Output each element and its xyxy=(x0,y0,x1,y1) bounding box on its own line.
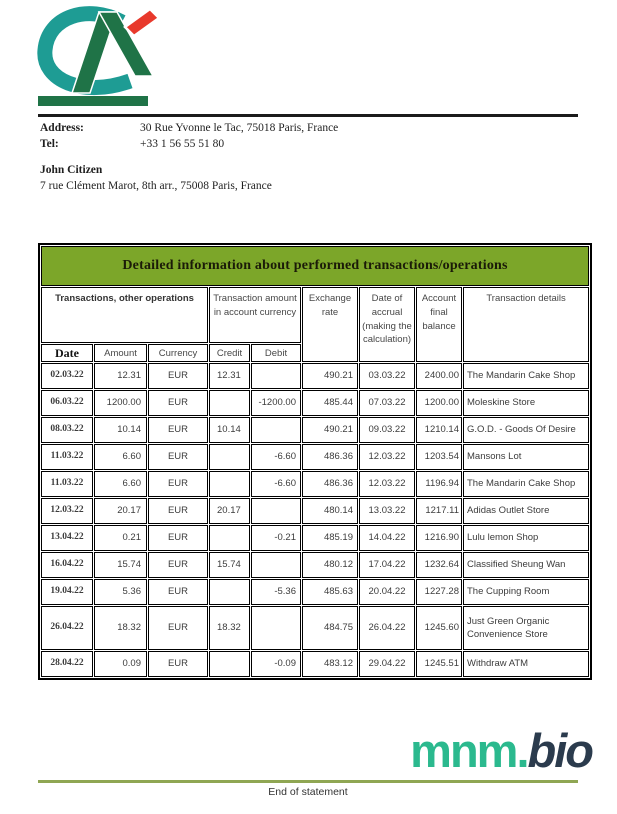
table-row xyxy=(41,471,589,497)
cell-exchange-rate: 490.21 xyxy=(302,417,358,443)
header-transaction-details: Transaction details xyxy=(463,287,589,362)
credit-agricole-logo xyxy=(36,6,161,111)
cell-accrual-date: 13.03.22 xyxy=(359,498,415,524)
cell-date: 06.03.22 xyxy=(41,390,93,416)
table-row xyxy=(41,444,589,470)
cell-debit xyxy=(251,552,301,578)
table-title: Detailed information about performed transactions/operations xyxy=(41,246,589,286)
cell-accrual-date: 17.04.22 xyxy=(359,552,415,578)
cell-debit: -0.09 xyxy=(251,651,301,677)
header-amount: Amount xyxy=(94,344,147,362)
cell-balance: 1227.28 xyxy=(416,579,462,605)
cell-currency: EUR xyxy=(148,525,208,551)
brand-secondary-text: bio xyxy=(527,724,592,777)
cell-credit xyxy=(209,390,250,416)
cell-balance: 1245.51 xyxy=(416,651,462,677)
cell-balance: 1203.54 xyxy=(416,444,462,470)
cell-debit: -5.36 xyxy=(251,579,301,605)
cell-exchange-rate: 485.63 xyxy=(302,579,358,605)
table-title-row xyxy=(41,246,589,286)
cell-details: The Mandarin Cake Shop xyxy=(463,363,589,389)
cell-details: Adidas Outlet Store xyxy=(463,498,589,524)
cell-balance: 1232.64 xyxy=(416,552,462,578)
cell-balance: 1196.94 xyxy=(416,471,462,497)
address-label: Address: xyxy=(40,122,84,134)
cell-amount: 10.14 xyxy=(94,417,147,443)
cell-exchange-rate: 485.19 xyxy=(302,525,358,551)
cell-accrual-date: 20.04.22 xyxy=(359,579,415,605)
cell-date: 28.04.22 xyxy=(41,651,93,677)
cell-date: 26.04.22 xyxy=(41,606,93,650)
cell-accrual-date: 12.03.22 xyxy=(359,471,415,497)
cell-credit xyxy=(209,579,250,605)
header-debit: Debit xyxy=(251,344,301,362)
cell-balance: 1200.00 xyxy=(416,390,462,416)
header-date-of-accrual: Date of accrual (making the calculation) xyxy=(359,287,415,362)
cell-details: The Cupping Room xyxy=(463,579,589,605)
cell-amount: 12.31 xyxy=(94,363,147,389)
header-amount-group: Transaction amount in account currency xyxy=(209,287,301,343)
cell-amount: 5.36 xyxy=(94,579,147,605)
cell-currency: EUR xyxy=(148,471,208,497)
cell-accrual-date: 12.03.22 xyxy=(359,444,415,470)
cell-date: 11.03.22 xyxy=(41,471,93,497)
cell-credit: 10.14 xyxy=(209,417,250,443)
cell-credit xyxy=(209,471,250,497)
cell-date: 02.03.22 xyxy=(41,363,93,389)
cell-currency: EUR xyxy=(148,498,208,524)
table-row xyxy=(41,651,589,677)
cell-amount: 20.17 xyxy=(94,498,147,524)
cell-currency: EUR xyxy=(148,606,208,650)
cell-exchange-rate: 480.14 xyxy=(302,498,358,524)
table-row xyxy=(41,363,589,389)
cell-currency: EUR xyxy=(148,552,208,578)
tel-label: Tel: xyxy=(40,138,59,150)
cell-details: The Mandarin Cake Shop xyxy=(463,471,589,497)
end-of-statement-text: End of statement xyxy=(268,786,348,798)
cell-credit xyxy=(209,525,250,551)
cell-amount: 15.74 xyxy=(94,552,147,578)
cell-balance: 1245.60 xyxy=(416,606,462,650)
cell-accrual-date: 29.04.22 xyxy=(359,651,415,677)
cell-exchange-rate: 483.12 xyxy=(302,651,358,677)
table-row xyxy=(41,579,589,605)
tel-value: +33 1 56 55 51 80 xyxy=(140,138,225,150)
cell-date: 13.04.22 xyxy=(41,525,93,551)
cell-credit: 15.74 xyxy=(209,552,250,578)
cell-balance: 1210.14 xyxy=(416,417,462,443)
cell-details: Mansons Lot xyxy=(463,444,589,470)
cell-details: Lulu lemon Shop xyxy=(463,525,589,551)
header-currency: Currency xyxy=(148,344,208,362)
header-date: Date xyxy=(41,344,93,362)
header-account-final-balance: Account final balance xyxy=(416,287,462,362)
cell-exchange-rate: 486.36 xyxy=(302,471,358,497)
bank-tel-row xyxy=(40,136,338,152)
cell-amount: 0.09 xyxy=(94,651,147,677)
cell-exchange-rate: 486.36 xyxy=(302,444,358,470)
cell-date: 19.04.22 xyxy=(41,579,93,605)
cell-debit: -6.60 xyxy=(251,444,301,470)
cell-accrual-date: 07.03.22 xyxy=(359,390,415,416)
cell-currency: EUR xyxy=(148,444,208,470)
cell-date: 12.03.22 xyxy=(41,498,93,524)
table-row xyxy=(41,498,589,524)
header-divider xyxy=(38,114,578,117)
cell-debit xyxy=(251,363,301,389)
cell-balance: 2400.00 xyxy=(416,363,462,389)
cell-exchange-rate: 490.21 xyxy=(302,363,358,389)
cell-details: Moleskine Store xyxy=(463,390,589,416)
table-row xyxy=(41,525,589,551)
cell-credit: 20.17 xyxy=(209,498,250,524)
cell-exchange-rate: 484.75 xyxy=(302,606,358,650)
cell-debit xyxy=(251,417,301,443)
cell-exchange-rate: 480.12 xyxy=(302,552,358,578)
cell-balance: 1217.11 xyxy=(416,498,462,524)
cell-exchange-rate: 485.44 xyxy=(302,390,358,416)
cell-date: 08.03.22 xyxy=(41,417,93,443)
cell-details: Classified Sheung Wan xyxy=(463,552,589,578)
bank-address-row xyxy=(40,120,338,136)
cell-accrual-date: 26.04.22 xyxy=(359,606,415,650)
cell-currency: EUR xyxy=(148,417,208,443)
cell-currency: EUR xyxy=(148,579,208,605)
table-row xyxy=(41,552,589,578)
table-row xyxy=(41,417,589,443)
cell-amount: 1200.00 xyxy=(94,390,147,416)
customer-name: John Citizen xyxy=(40,164,103,176)
cell-accrual-date: 14.04.22 xyxy=(359,525,415,551)
cell-details: Just Green Organic Convenience Store xyxy=(463,606,589,650)
cell-credit xyxy=(209,444,250,470)
cell-accrual-date: 03.03.22 xyxy=(359,363,415,389)
cell-amount: 18.32 xyxy=(94,606,147,650)
cell-details: G.O.D. - Goods Of Desire xyxy=(463,417,589,443)
transactions-table xyxy=(38,243,592,680)
cell-credit xyxy=(209,651,250,677)
customer-address: 7 rue Clément Marot, 8th arr., 75008 Paris, France xyxy=(40,180,272,192)
cell-currency: EUR xyxy=(148,363,208,389)
cell-date: 11.03.22 xyxy=(41,444,93,470)
cell-credit: 18.32 xyxy=(209,606,250,650)
cell-debit xyxy=(251,606,301,650)
cell-debit: -6.60 xyxy=(251,471,301,497)
cell-currency: EUR xyxy=(148,651,208,677)
header-credit: Credit xyxy=(209,344,250,362)
cell-balance: 1216.90 xyxy=(416,525,462,551)
cell-details: Withdraw ATM xyxy=(463,651,589,677)
bank-contact-block xyxy=(40,120,338,152)
cell-debit: -1200.00 xyxy=(251,390,301,416)
header-exchange-rate: Exchange rate xyxy=(302,287,358,362)
table-row xyxy=(41,606,589,650)
table-group-header-row xyxy=(41,287,589,343)
cell-amount: 6.60 xyxy=(94,471,147,497)
table-body xyxy=(41,363,589,677)
cell-date: 16.04.22 xyxy=(41,552,93,578)
cell-currency: EUR xyxy=(148,390,208,416)
cell-debit: -0.21 xyxy=(251,525,301,551)
brand-primary-text: mnm. xyxy=(410,724,528,777)
customer-block xyxy=(40,162,272,194)
address-value: 30 Rue Yvonne le Tac, 75018 Paris, France xyxy=(140,122,339,134)
cell-debit xyxy=(251,498,301,524)
table-row xyxy=(41,390,589,416)
cell-amount: 0.21 xyxy=(94,525,147,551)
mnm-bio-wordmark xyxy=(410,726,592,775)
header-transactions-group: Transactions, other operations xyxy=(41,287,208,343)
credit-agricole-logo-icon xyxy=(36,6,161,106)
cell-credit: 12.31 xyxy=(209,363,250,389)
cell-amount: 6.60 xyxy=(94,444,147,470)
footer-divider xyxy=(38,780,578,783)
cell-accrual-date: 09.03.22 xyxy=(359,417,415,443)
